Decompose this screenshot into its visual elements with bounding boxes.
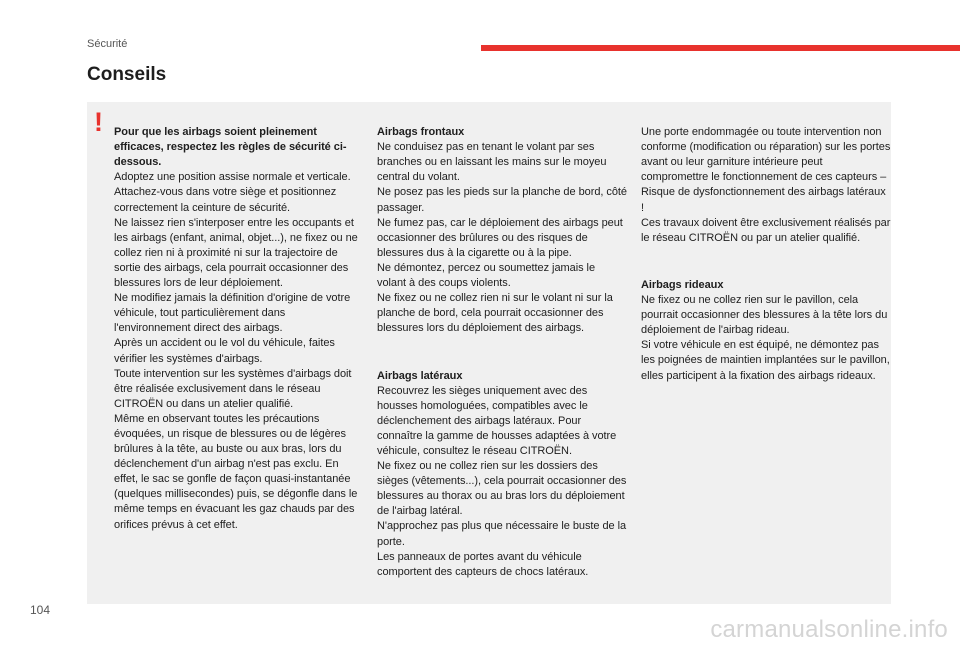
sensors-block bbox=[641, 125, 891, 246]
curtain-airbags-block bbox=[641, 278, 891, 384]
lateral-airbags-heading: Airbags latéraux bbox=[377, 369, 463, 382]
frontal-airbags-text: Ne conduisez pas en tenant le volant par ses branches ou en laissant les mains sur le moyeu central du volant. Ne posez pas les pieds sur la planche de bord, côté passager. Ne fumez pas, car le déploiement des airbags peut occasionner des brûlures ou des risques de blessures dus à la cigarette ou à la pipe. Ne démontez, percez ou soumettez jamais le volant à des coups violents. Ne fixez ou ne collez rien ni sur le volant ni sur la planche de bord, cela pourrait occasionner des blessures lors du déploiement des airbags. bbox=[377, 141, 627, 335]
sensors-text: Une porte endommagée ou toute intervention non conforme (modification ou réparation) sur les portes avant ou leur garniture intérieure peut compromettre le fonctionnement de ces capteurs – Risque de dysfonctionnement des airbags latéraux ! Ces travaux doivent être exclusivement réalisés par le réseau CITROËN ou par un atelier qualifié. bbox=[641, 126, 891, 244]
lateral-airbags-text: Recouvrez les sièges uniquement avec des housses homologuées, compatibles avec le déclenchement des airbags latéraux. Pour connaître la gamme de housses adaptées à votre véhicule, consultez le réseau CITROËN. Ne fixez ou ne collez rien sur les dossiers des sièges (vêtements...), cela pourrait occasionner des blessures au thorax ou au bras lors du déploiement de l'airbag latéral. N'approchez pas plus que nécessaire le buste de la porte. Les panneaux de portes avant du véhicule comportent des capteurs de chocs latéraux. bbox=[377, 384, 627, 578]
general-rules-heading: Pour que les airbags soient pleinement efficaces, respectez les règles de sécurité ci-dessous. bbox=[114, 126, 347, 169]
column-general-rules bbox=[114, 110, 358, 548]
column-frontal-lateral bbox=[377, 110, 627, 595]
curtain-airbags-heading: Airbags rideaux bbox=[641, 278, 724, 291]
general-rules-block bbox=[114, 125, 358, 533]
page-title: Conseils bbox=[87, 64, 167, 85]
watermark-text: carmanualsonline.info bbox=[710, 616, 948, 643]
page-number: 104 bbox=[30, 603, 51, 617]
lateral-airbags-block bbox=[377, 369, 627, 580]
header-accent-bar bbox=[481, 45, 960, 51]
frontal-airbags-block bbox=[377, 125, 627, 336]
section-label: Sécurité bbox=[87, 38, 128, 50]
curtain-airbags-text: Ne fixez ou ne collez rien sur le pavillon, cela pourrait occasionner des blessures à la tête lors du déploiement de l'airbag rideau. Si votre véhicule en est équipé, ne démontez pas les poignées de maintien implantées sur le pavillon, elles participent à la fixation des airbags rideaux. bbox=[641, 294, 890, 382]
column-sensors-curtain bbox=[641, 110, 891, 399]
warning-exclamation-icon: ! bbox=[94, 107, 103, 137]
general-rules-text: Adoptez une position assise normale et verticale. Attachez-vous dans votre siège et positionnez correctement la ceinture de sécurité. Ne laissez rien s'interposer entre les occupants et les airbags (enfant, animal, objet...), ne fixez ou ne collez rien ni à proximité ni sur la trajectoire de sortie des airbags, cela pourrait occasionner des blessures lors de leur déploiement. Ne modifiez jamais la définition d'origine de votre véhicule, tout particulièrement dans l'environnement direct des airbags. Après un accident ou le vol du véhicule, faites vérifier les systèmes d'airbags. Toute intervention sur les systèmes d'airbags doit être réalisée exclusivement dans le réseau CITROËN ou dans un atelier qualifié. Même en observant toutes les précautions évoquées, un risque de blessures ou de légères brûlures à la tête, au buste ou aux bras, lors du déclenchement d'un airbag n'est pas exclu. En effet, le sac se gonfle de façon quasi-instantanée (quelques millisecondes) puis, se dégonfle dans le même temps en évacuant les gaz chauds par des orifices prévus à cet effet. bbox=[114, 171, 358, 531]
frontal-airbags-heading: Airbags frontaux bbox=[377, 126, 465, 139]
